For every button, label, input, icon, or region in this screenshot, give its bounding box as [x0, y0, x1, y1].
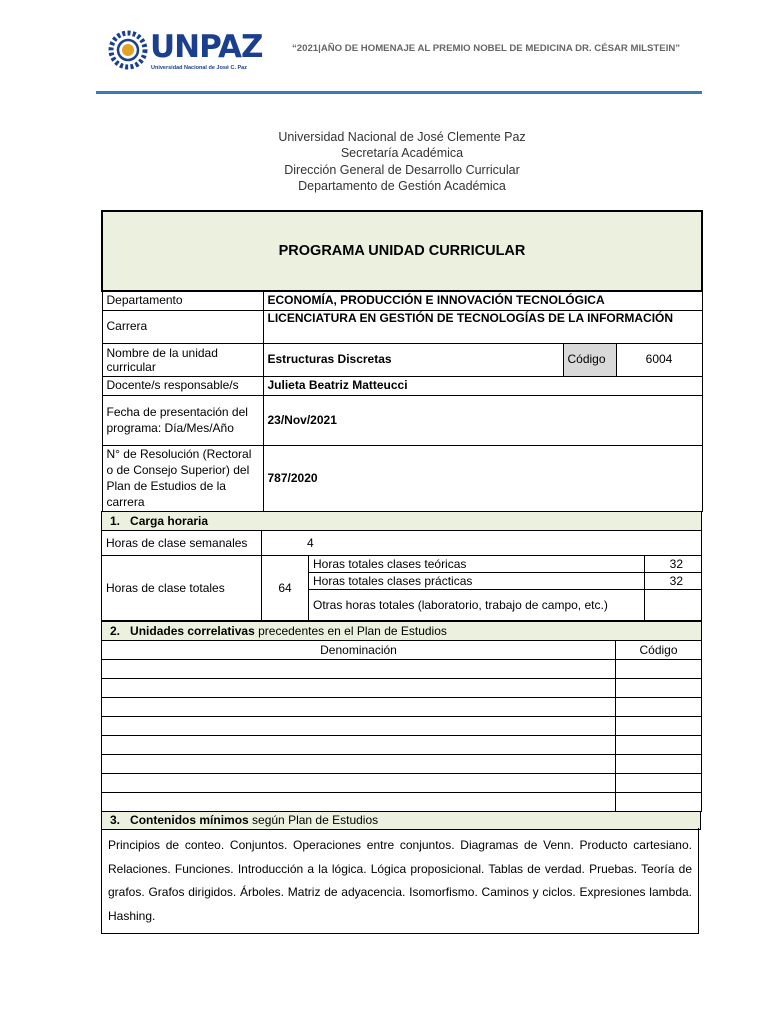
denominacion-cell: [102, 774, 616, 793]
institution-line: Dirección General de Desarrollo Curricular: [284, 162, 520, 177]
table-row: [102, 736, 702, 755]
table-row: [102, 717, 702, 736]
carrera-label: Carrera: [102, 310, 263, 343]
carrera-value: LICENCIATURA EN GESTIÓN DE TECNOLOGÍAS DE LA INFORMACIÓN: [263, 310, 702, 343]
codigo-label: Código: [563, 343, 616, 376]
docente-label: Docente/s responsable/s: [102, 376, 263, 395]
teoricas-value: 32: [645, 556, 702, 573]
header-rule: [96, 91, 702, 94]
carga-horaria-table: [101, 511, 702, 621]
nombre-label: Nombre de la unidad curricular: [102, 343, 263, 376]
page-header: [0, 0, 768, 100]
denominacion-cell: [102, 755, 616, 774]
teoricas-label: Horas totales clases teóricas: [309, 556, 645, 573]
section-header-correlativas: [102, 622, 702, 641]
section-number: 1.: [110, 513, 121, 528]
section-title-rest: según Plan de Estudios: [248, 813, 379, 827]
table-row: [102, 660, 702, 679]
semanales-label: Horas de clase semanales: [102, 531, 262, 556]
section-title: Carga horaria: [130, 513, 209, 528]
section-title-bold: Contenidos mínimos: [130, 813, 249, 827]
table-row: [102, 698, 702, 717]
logo-wordmark: UNPAZ: [150, 29, 263, 65]
unpaz-seal-icon: [108, 30, 148, 70]
totales-label: Horas de clase totales: [102, 556, 262, 621]
nombre-value: Estructuras Discretas: [263, 343, 563, 376]
section-title-rest: precedentes en el Plan de Estudios: [254, 623, 447, 638]
codigo-cell: [616, 679, 702, 698]
contenidos-text: Principios de conteo. Conjuntos. Operaciones entre conjuntos. Diagramas de Venn. Producto cartesiano. Relaciones. Funciones. Introducción a la lógica. Lógica proposicional. Tablas de verdad. Pruebas. Teoría de grafos. Grafos dirigidos. Árboles. Matriz de adyacencia. Isomorfismo. Caminos y ciclos. Expresiones lambda. Hashing.: [101, 828, 699, 934]
resolucion-label: N° de Resolución (Rectoral o de Consejo Superior) del Plan de Estudios de la carrera: [102, 445, 263, 511]
docente-value: Julieta Beatriz Matteucci: [263, 376, 702, 395]
departamento-label: Departamento: [102, 291, 263, 310]
codigo-cell: [616, 793, 702, 812]
denominacion-cell: [102, 679, 616, 698]
codigo-cell: [616, 736, 702, 755]
institution-line: Departamento de Gestión Académica: [298, 178, 506, 193]
denominacion-cell: [102, 660, 616, 679]
institution-line: Universidad Nacional de José Clemente Paz: [278, 130, 526, 144]
table-row: [102, 793, 702, 812]
practicas-value: 32: [645, 573, 702, 590]
col-codigo-header: Código: [616, 641, 702, 660]
otras-value: [645, 590, 702, 621]
resolucion-value: 787/2020: [263, 445, 702, 511]
codigo-value: 6004: [616, 343, 702, 376]
section-number: 3.: [110, 813, 121, 827]
section-number: 2.: [110, 623, 121, 638]
practicas-label: Horas totales clases prácticas: [309, 573, 645, 590]
section-header-carga: [102, 512, 702, 531]
denominacion-cell: [102, 698, 616, 717]
codigo-cell: [616, 717, 702, 736]
logo-subtitle: Universidad Nacional de José C. Paz: [151, 65, 247, 71]
program-table: [101, 210, 703, 512]
correlativas-table: [101, 621, 702, 812]
otras-label: Otras horas totales (laboratorio, trabajo de campo, etc.): [309, 590, 645, 621]
fecha-value: 23/Nov/2021: [263, 395, 702, 445]
table-row: [102, 755, 702, 774]
section-title-bold: Unidades correlativas: [130, 623, 255, 638]
totales-value: 64: [262, 556, 309, 621]
section-header-contenidos: [102, 812, 701, 830]
denominacion-cell: [102, 793, 616, 812]
unpaz-logo: [108, 28, 268, 78]
semanales-value: 4: [262, 531, 702, 556]
denominacion-cell: [102, 717, 616, 736]
codigo-cell: [616, 755, 702, 774]
year-motto: “2021|AÑO DE HOMENAJE AL PREMIO NOBEL DE MEDICINA DR. CÉSAR MILSTEIN”: [292, 43, 681, 54]
codigo-cell: [616, 698, 702, 717]
codigo-cell: [616, 660, 702, 679]
institution-block: [100, 129, 704, 194]
col-denominacion-header: Denominación: [102, 641, 616, 660]
denominacion-cell: [102, 736, 616, 755]
program-title: PROGRAMA UNIDAD CURRICULAR: [102, 211, 702, 291]
codigo-cell: [616, 774, 702, 793]
fecha-label: Fecha de presentación del programa: Día/Mes/Año: [102, 395, 263, 445]
departamento-value: ECONOMÍA, PRODUCCIÓN E INNOVACIÓN TECNOLÓGICA: [263, 291, 702, 310]
table-row: [102, 774, 702, 793]
table-row: [102, 679, 702, 698]
institution-line: Secretaría Académica: [340, 146, 464, 161]
